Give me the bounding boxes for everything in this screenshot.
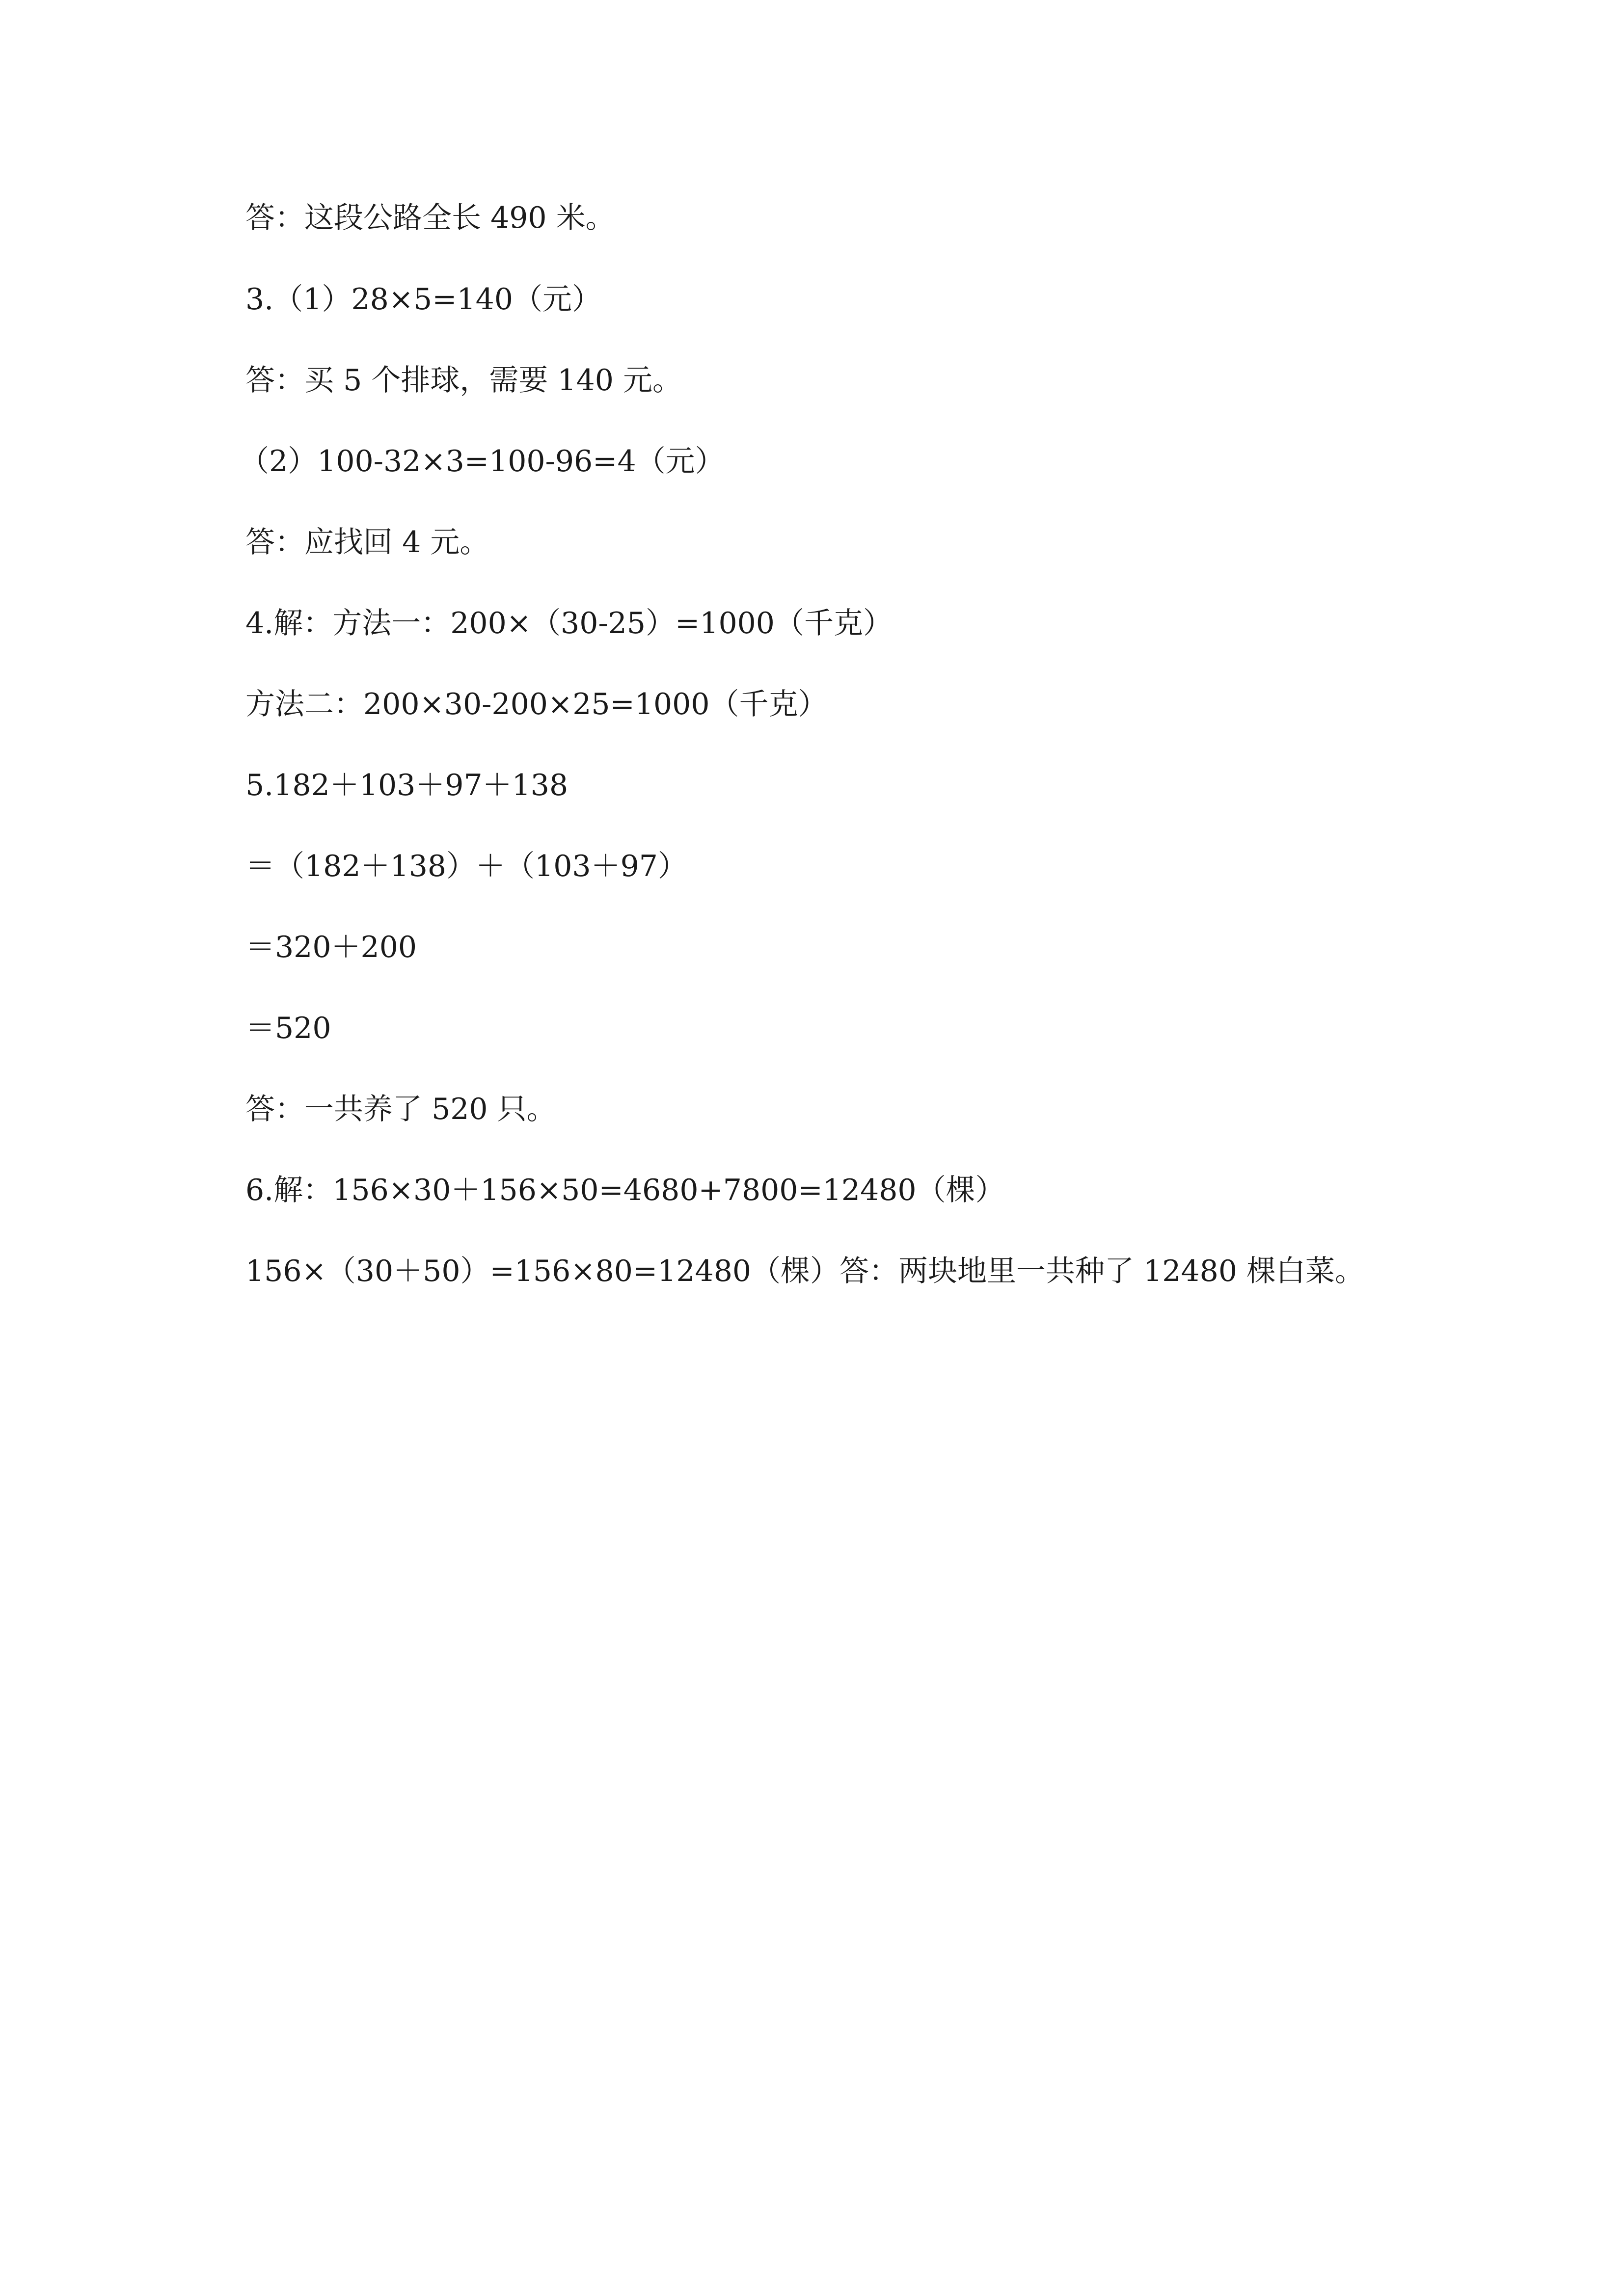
problem-5-result: ＝520 [245,1011,331,1045]
problem-5-step-2: ＝320＋200 [245,930,417,964]
problem-3-part-2: （2）100-32×3=100-96=4（元） [240,444,725,479]
problem-5-step-1: ＝（182＋138）＋（103＋97） [245,849,687,883]
answer-volleyball-cost: 答：买 5 个排球，需要 140 元。 [245,363,682,398]
problem-6-method-1: 6.解：156×30＋156×50=4680+7800=12480（棵） [245,1173,1005,1207]
problem-4-method-1: 4.解：方法一：200×（30-25）=1000（千克） [245,606,893,641]
problem-3-part-1: 3.（1）28×5=140（元） [245,282,602,317]
problem-4-method-2: 方法二：200×30-200×25=1000（千克） [245,687,828,721]
problem-6-method-2: 156×（30＋50）=156×80=12480（棵）答：两块地里一共种了 12480 棵白菜。 [245,1254,1365,1288]
answer-road-length: 答：这段公路全长 490 米。 [245,201,615,235]
answer-change: 答：应找回 4 元。 [245,525,489,560]
answer-animals-raised: 答：一共养了 520 只。 [245,1092,556,1126]
problem-5-expression: 5.182＋103＋97＋138 [245,768,568,802]
